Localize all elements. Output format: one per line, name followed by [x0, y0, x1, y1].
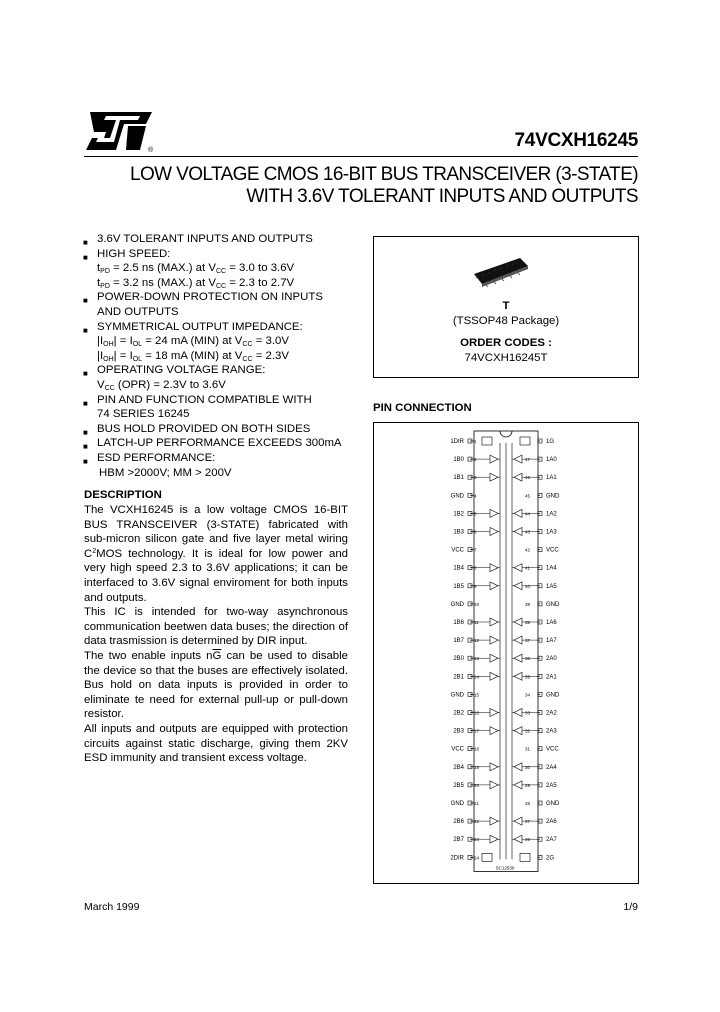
- pin-number-right: 26: [524, 837, 530, 843]
- pin-label-right: GND: [546, 692, 560, 699]
- pin-label-left: VCC: [451, 746, 464, 753]
- pin-label-left: 2B6: [453, 819, 464, 826]
- pin-label-left: GND: [450, 692, 464, 699]
- title-line-1: LOW VOLTAGE CMOS 16-BIT BUS TRANSCEIVER (3-STATE): [130, 164, 638, 185]
- pin-number-left: 6: [474, 529, 477, 535]
- pin-number-right: 47: [524, 457, 530, 463]
- pin-number-left: 24: [474, 855, 480, 861]
- pin-number-right: 36: [524, 656, 530, 662]
- pin-label-right: 2G: [546, 855, 555, 862]
- pin-number-left: 12: [474, 638, 480, 644]
- pin-label-right: 2A2: [546, 710, 557, 717]
- pin-label-right: GND: [546, 601, 560, 608]
- pin-label-left: 1B2: [453, 511, 464, 518]
- st-logo: [80, 106, 162, 156]
- pin-label-left: 1B3: [453, 529, 464, 536]
- pin-number-right: 45: [524, 493, 530, 499]
- pin-label-left: 2B5: [453, 782, 464, 789]
- pin-number-right: 46: [524, 475, 530, 481]
- pin-number-left: 5: [474, 511, 477, 517]
- order-codes-title: ORDER CODES :: [460, 337, 552, 349]
- pin-label-right: 2A7: [546, 837, 557, 844]
- pin-label-left: 2B0: [453, 656, 464, 663]
- feature-detail: 74 SERIES 16245: [97, 408, 190, 421]
- description-paragraph: The VCXH16245 is a low voltage CMOS 16-BIT BUS TRANSCEIVER (3-STATE) fabricated with sub-micron silicon gate and five layer metal wiring $C^2MOS$ technology. It is ideal for low power and very high speed 2.3 to 3.6V applications; it can be interfaced to 3.6V signal enviroment for both inputs and outputs.: [84, 504, 348, 604]
- pin-label-left: 1B5: [453, 583, 464, 590]
- feature-detail: $|I_{OH}| = I_{OL} = 24$ mA (MIN) at $V_{CC} = 3.0V$: [97, 335, 289, 349]
- pin-label-left: 2B2: [453, 710, 464, 717]
- pin-label-left: 2B4: [453, 764, 464, 771]
- pin-label-right: 1A5: [546, 583, 557, 590]
- pin-number-right: 42: [524, 547, 530, 553]
- tssop-package-image: [470, 254, 532, 288]
- package-code: T: [502, 300, 510, 312]
- pin-number-left: 2: [474, 457, 477, 463]
- pin-label-left: 1B1: [453, 475, 464, 482]
- pin-number-left: 16: [474, 710, 480, 716]
- pin-label-left: 2DIR: [450, 855, 464, 862]
- pin-label-right: 1A4: [546, 565, 557, 572]
- pin-number-left: 15: [474, 692, 480, 698]
- description-paragraph: All inputs and outputs are equipped with protection circuits against static discharge, giving them 2KV ESD immunity and transient excess voltage.: [84, 722, 348, 765]
- pin-number-left: 14: [474, 674, 480, 680]
- pin-number-left: 9: [474, 583, 477, 589]
- feature-detail: AND OUTPUTS: [97, 305, 179, 318]
- pin-number-left: 23: [474, 837, 480, 843]
- feature-detail: $|I_{OH}| = I_{OL} = 18$ mA (MIN) at $V_{CC} = 2.3V$: [97, 349, 289, 363]
- feature-item: ■ SYMMETRICAL OUTPUT IMPEDANCE:: [83, 320, 303, 335]
- feature-item: ■ LATCH-UP PERFORMANCE EXCEEDS 300mA: [83, 437, 342, 452]
- pin-number-left: 19: [474, 764, 480, 770]
- pin-label-left: 2B7: [453, 837, 464, 844]
- figure-code: SC12530: [495, 865, 515, 871]
- pin-number-right: 40: [524, 583, 530, 589]
- pin-label-left: GND: [450, 801, 464, 807]
- pin-label-right: 1A0: [546, 457, 557, 464]
- pin-label-left: 1B4: [453, 565, 464, 572]
- pin-label-left: 2B3: [453, 728, 464, 735]
- pin-label-right: 2A5: [546, 782, 557, 789]
- pin-label-left: GND: [450, 493, 464, 500]
- title-line-2: WITH 3.6V TOLERANT INPUTS AND OUTPUTS: [246, 186, 638, 207]
- pin-number-left: 18: [474, 746, 480, 752]
- feature-detail: $t_{PD} = 3.2$ ns (MAX.) at $V_{CC} = 2.3$ to 2.7V: [97, 276, 295, 290]
- pin-number-right: 28: [524, 801, 530, 806]
- pin-number-right: 27: [524, 819, 530, 825]
- pin-label-right: 2A4: [546, 764, 557, 771]
- pin-number-right: 31: [524, 746, 530, 752]
- pin-label-right: 1A3: [546, 529, 557, 536]
- feature-item: ■ HIGH SPEED:: [83, 247, 171, 262]
- pin-label-left: 2B1: [453, 674, 464, 681]
- pin-number-right: 44: [524, 511, 530, 517]
- pin-connection-diagram: [374, 423, 636, 881]
- feature-detail: $t_{PD} = 2.5$ ns (MAX.) at $V_{CC} = 3.0$ to 3.6V: [97, 262, 295, 276]
- pin-number-right: 43: [524, 529, 530, 535]
- feature-detail: $V_{CC}$ (OPR) = 2.3V to 3.6V: [97, 378, 226, 392]
- pin-label-left: VCC: [451, 547, 464, 554]
- pin-number-right: 34: [524, 692, 530, 698]
- pin-label-right: 2A6: [546, 819, 557, 826]
- pin-number-left: 22: [474, 819, 480, 825]
- description-body: [84, 503, 348, 766]
- feature-item: ■ 3.6V TOLERANT INPUTS AND OUTPUTS: [83, 233, 313, 247]
- pin-number-right: 38: [524, 620, 530, 625]
- feature-item: ■ OPERATING VOLTAGE RANGE:: [83, 364, 266, 379]
- pin-number-right: 37: [524, 638, 530, 644]
- feature-item: ■ ESD PERFORMANCE:: [83, 451, 216, 466]
- svg-text:®: ®: [148, 147, 154, 154]
- pin-label-right: 2A1: [546, 674, 557, 681]
- pin-number-left: 21: [474, 801, 480, 806]
- pin-number-right: 30: [524, 764, 530, 770]
- pin-number-right: 32: [524, 728, 530, 734]
- description-paragraph: This IC is intended for two-way asynchronous communication beetwen data buses; the direction of data trasmission is determined by DIR input.: [84, 606, 348, 648]
- pin-number-left: 11: [474, 620, 479, 625]
- pin-label-right: 1A6: [546, 620, 557, 626]
- feature-item: ■ BUS HOLD PROVIDED ON BOTH SIDES: [83, 422, 311, 437]
- pin-label-right: GND: [546, 493, 560, 500]
- pin-number-right: 33: [524, 710, 530, 716]
- feature-detail: HBM >2000V; MM > 200V: [99, 466, 232, 479]
- features-list: [83, 232, 363, 480]
- footer-page: 1/9: [623, 901, 638, 913]
- pin-label-right: GND: [546, 801, 560, 807]
- pin-label-right: 1A2: [546, 511, 557, 518]
- feature-item: ■ POWER-DOWN PROTECTION ON INPUTS: [83, 291, 323, 306]
- pin-number-left: 7: [474, 547, 477, 553]
- pin-label-right: VCC: [546, 547, 559, 554]
- pin-number-left: 8: [474, 565, 477, 571]
- description-title: DESCRIPTION: [84, 489, 162, 501]
- pin-number-left: 20: [474, 782, 480, 788]
- pin-connection-title: PIN CONNECTION: [373, 402, 472, 414]
- pin-number-left: 17: [474, 728, 480, 734]
- pin-label-left: 1B6: [453, 620, 464, 626]
- part-number: 74VCXH16245: [514, 130, 638, 151]
- pin-number-left: 4: [474, 493, 477, 499]
- pin-label-right: VCC: [546, 746, 559, 753]
- pin-label-left: 1B7: [453, 638, 464, 645]
- order-code: 74VCXH16245T: [464, 352, 548, 364]
- pin-number-right: 35: [524, 674, 530, 680]
- pin-number-left: 13: [474, 656, 480, 662]
- pin-label-right: 2A3: [546, 728, 557, 735]
- pin-label-left: 1DIR: [450, 439, 464, 445]
- pin-label-right: 1A1: [546, 475, 557, 482]
- pin-label-left: 1B0: [453, 457, 464, 464]
- pin-number-right: 29: [524, 782, 530, 788]
- pin-label-left: GND: [450, 601, 464, 608]
- pin-number-left: 10: [474, 601, 480, 607]
- package-name: (TSSOP48 Package): [452, 315, 560, 327]
- pin-label-right: 2A0: [546, 656, 557, 663]
- pin-label-right: 1G: [546, 439, 555, 445]
- feature-item: ■ PIN AND FUNCTION COMPATIBLE WITH: [83, 393, 312, 408]
- pin-number-right: 41: [524, 565, 530, 571]
- pin-number-left: 3: [474, 475, 477, 481]
- pin-label-right: 1A7: [546, 638, 557, 645]
- pin-number-right: 39: [524, 601, 530, 607]
- pin-number-left: 1: [474, 439, 477, 444]
- description-paragraph: The two enable inputs $n\overline{G}$ can be used to disable the device so that the buses are effectively isolated. Bus hold on data inputs is provided in order to eliminate te need for external pull-up or pull-down resistor.: [84, 649, 348, 721]
- header-rule: [84, 156, 638, 157]
- footer-date: March 1999: [84, 901, 140, 913]
